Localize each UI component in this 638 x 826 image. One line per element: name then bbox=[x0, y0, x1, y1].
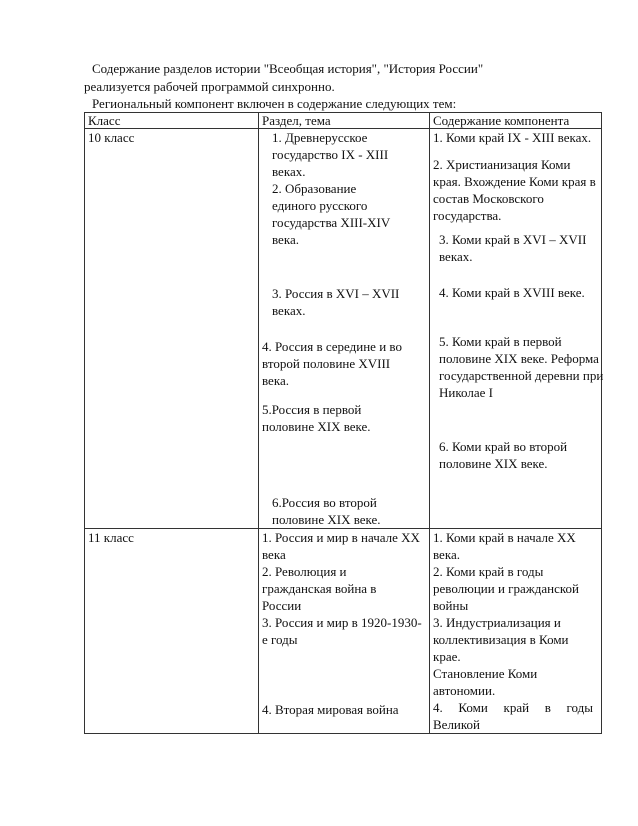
component-10-4: 4. Коми край в XVIII веке. bbox=[439, 285, 585, 300]
component-10-5: 5. Коми край в первой половине XIX веке. Реформа государственной деревни при Николае I bbox=[439, 334, 604, 400]
header-section-topic: Раздел, тема bbox=[259, 113, 430, 129]
topic-10-6: 6.Россия во второй половине XIX веке. bbox=[272, 495, 381, 527]
component-10-3: 3. Коми край в XVI – XVII веках. bbox=[439, 232, 587, 264]
intro-paragraph bbox=[84, 60, 604, 113]
topic-11-3: 3. Россия и мир в 1920-1930-е годы bbox=[262, 615, 422, 647]
cell-topics-10 bbox=[259, 129, 430, 529]
component-11-3: 3. Индустриализация и коллективизация в Коми крае. bbox=[433, 615, 569, 664]
table-header-row bbox=[85, 113, 602, 129]
header-class: Класс bbox=[85, 113, 259, 129]
topic-10-3: 3. Россия в XVI – XVII веках. bbox=[272, 286, 400, 318]
topic-11-1: 1. Россия и мир в начале XX века bbox=[262, 530, 420, 562]
header-component-content: Содержание компонента bbox=[430, 113, 602, 129]
component-11-1: 1. Коми край в начале XX века. bbox=[433, 530, 576, 562]
topic-10-2: 2. Образование единого русского государства XIII-XIV века. bbox=[272, 181, 391, 247]
intro-line-2: реализуется рабочей программой синхронно. bbox=[84, 78, 335, 94]
cell-class-10: 10 класс bbox=[85, 129, 259, 529]
topic-10-4: 4. Россия в середине и во второй половине XVIII века. bbox=[262, 339, 402, 388]
component-11-2: 2. Коми край в годы революции и гражданской войны bbox=[433, 564, 579, 613]
cell-topics-11 bbox=[259, 529, 430, 734]
component-10-2: 2. Христианизация Коми края. Вхождение Коми края в состав Московского государства. bbox=[433, 157, 596, 223]
topic-10-5: 5.Россия в первой половине XIX веке. bbox=[262, 402, 371, 434]
table-row-11-class bbox=[85, 529, 602, 734]
component-11-4: 4. Коми край в годы Великой bbox=[433, 700, 593, 732]
regional-component-table bbox=[84, 112, 602, 734]
intro-line-1: Содержание разделов истории "Всеобщая история", "История России" bbox=[92, 61, 484, 76]
cell-components-11 bbox=[430, 529, 602, 734]
cell-class-11: 11 класс bbox=[85, 529, 259, 734]
cell-components-10 bbox=[430, 129, 602, 529]
topic-10-1: 1. Древнерусское государство IX - XIII веках. bbox=[272, 130, 389, 179]
table-row-10-class bbox=[85, 129, 602, 529]
topic-11-4: 4. Вторая мировая война bbox=[262, 702, 399, 717]
topic-11-2: 2. Революция и гражданская война в России bbox=[262, 564, 377, 613]
intro-line-3: Региональный компонент включен в содержание следующих тем: bbox=[92, 96, 457, 111]
component-10-6: 6. Коми край во второй половине XIX веке. bbox=[439, 439, 568, 471]
component-10-1: 1. Коми край IX - XIII веках. bbox=[433, 130, 592, 145]
component-11-3-cont: Становление Коми автономии. bbox=[433, 666, 538, 698]
